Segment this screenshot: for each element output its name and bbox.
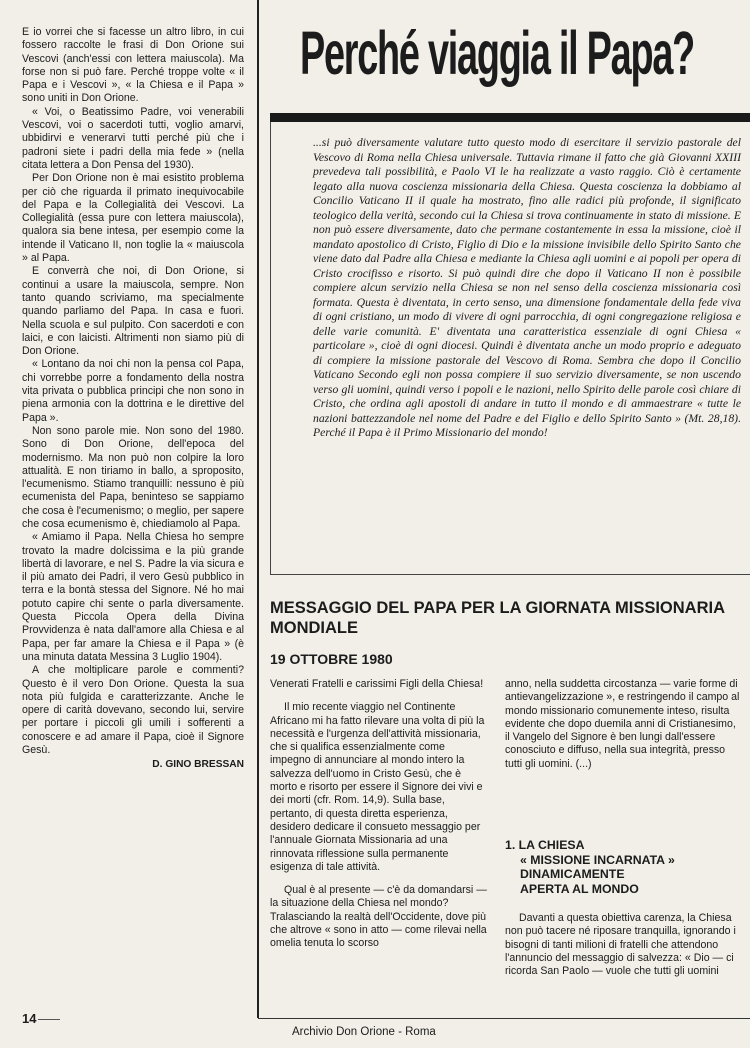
bottom-rule <box>258 1018 750 1019</box>
left-paragraph: « Amiamo il Papa. Nella Chiesa ho sempre trovato la madre dolcissima e la più grande libertà di lavorare, e nel S. Padre la via sicura e il più amato dei Padri, il vero Gesù pubblico in terra e la bontà stessa del Signore. Né ho mai potuto capire chi sente o parla diversamente. Questa Piccola Opera della Divina Provvidenza è nata dall'amore alla Chiesa e al Papa, per far amare la Chiesa e il Papa » (è una minuta datata Messina 3 Luglio 1904). <box>22 531 244 663</box>
left-paragraph: Per Don Orione non è mai esistito problema per ciò che riguarda il primato inequivocabile del Papa e la Collegialità dei Vescovi. La Collegialità (essa pure con lettera maiuscola), qualora sia bene intesa, per esempio come la intende il Vaticano II, non toglie la « maiuscola » al Papa. <box>22 172 244 265</box>
title-rule <box>270 113 750 122</box>
author-signature: D. GINO BRESSAN <box>152 759 244 771</box>
message-paragraph: Il mio recente viaggio nel Continente Africano mi ha fatto rilevare una volta di più la necessità e l'urgenza dell'attività missionaria, che si qualifica essenzialmente come impegno di annunciare al mondo intero la salvezza dell'uomo in Cristo Gesù, che è morto e risorto per essere il Signore dei vivi e dei morti (cfr. Rom. 14,9). Sulla base, pertanto, di questa diretta esperienza, desidero dedicare il consueto messaggio per l'annuale Giornata Missionaria ad una rinnovata riflessione sulla permanente esigenza di tale attività. <box>270 701 485 873</box>
left-paragraph: E converrà che noi, di Don Orione, si continui a usare la maiuscola, sempre. Non tanto quando scriviamo, ma specialmente quando parliamo del Papa. In casa e fuori. Nella scuola e sul pulpito. Con sacerdoti e con laici, e con laicisti. Altrimenti non siamo più di Don Orione. <box>22 265 244 358</box>
column-divider <box>257 0 259 1018</box>
section-heading-line: 1. LA CHIESA <box>505 838 585 852</box>
message-paragraph: anno, nella suddetta circostanza — varie forme di antievangelizzazione », e restringendo il campo al mondo missionario comunemente inteso, risulta evidente che dopo duemila anni di Cristianesimo, il Vangelo del Signore è ben lungi dall'essere conosciuto e diffuso, nella sua integrità, presso tutti gli uomini. (...) <box>505 678 740 770</box>
page-number-rule <box>38 1019 60 1020</box>
intro-paragraph: ...si può diversamente valutare tutto questo modo di esercitare il servizio pastorale del Vescovo di Roma nella Chiesa universale. Tuttavia rimane il fatto che già Giovanni XXIII prevedeva tali possibilità, e Paolo VI le ha realizzate a vasto raggio. Ciò è certamente legato alla nuova coscienza missionaria della Chiesa. Questa coscienza la dobbiamo al Concilio Vaticano II il quale ha mostrato, fino alle radici più profonde, il significato teologico della verità, secondo cui la Chiesa si trova continuamente in stato di missione. E non può essere diversamente, dato che permane costantemente in essa la missione, cioè il mandato apostolico di Cristo, Figlio di Dio e la missione invisibile dello Spirito Santo che viene dato dal Padre alla Chiesa e mediante la Chiesa agli uomini e ai popoli per opera di Cristo crocifisso e risorto. Si può quindi dire che dopo il Vaticano II non è possibile compiere alcun servizio nella Chiesa se non nel senso della coscienza missionaria così formata. Questa è diventata, in certo senso, una dimensione fondamentale della fede viva di ogni cristiano, un modo di vivere di ogni parrocchia, di ogni congregazione religiosa e delle varie comunità. E' diventata una caratteristica essenziale di ogni Chiesa « particolare », cioè di ogni diocesi. Quindi è diventata anche un modo proprio e adeguato di compiere la missione pastorale del Vescovo di Roma. Sembra che dopo il Concilio Vaticano Secondo egli non possa compiere il suo servizio diversamente, se non uscendo verso gli uomini, quindi verso i popoli e le nazioni, nello Spirito delle parole così chiare di Cristo, che ordina agli apostoli di andare in tutto il mondo e di ammaestrare « tutte le nazioni battezzandole nel nome del Padre e del Figlio e dello Spirito Santo » (Mt. 28,18). Perché il Papa è il Primo Missionario del mondo! <box>313 136 741 439</box>
left-paragraph: A che moltiplicare parole e commenti? Questo è il vero Don Orione. Questa la sua nota più fulgida e caratterizzante. Anche le opere di carità dovevano, secondo lui, servire per portare i piccoli gli umili i sofferenti a conoscere e ad amare il Papa, cioè il Signore Gesù. <box>22 664 244 757</box>
archive-footer: Archivio Don Orione - Roma <box>292 1026 436 1038</box>
section-heading-line: APERTA AL MONDO <box>520 881 639 896</box>
left-paragraph: « Voi, o Beatissimo Padre, voi venerabili Vescovi, voi o sacerdoti tutti, voglio amarvi, ubbidirvi e venerarvi tutti perché più che i padroni siete i padri della mia fede » (nella citata lettera a Don Pensa del 1930). <box>22 105 244 171</box>
message-paragraph: Davanti a questa obiettiva carenza, la Chiesa non può tacere né riposare tranquilla, ignorando i bisogni di tanti milioni di fratelli che attendono l'annuncio del messaggio di salvezza: « Dio — ci ricorda San Paolo — vuole che tutti gli uomini <box>505 912 736 978</box>
intro-text <box>313 136 741 441</box>
message-paragraph: Qual è al presente — c'è da domandarsi — la situazione della Chiesa nel mondo? Tralasciando la realtà dell'Occidente, dove più che altrove « sono in atto — come rilevai nella omelia tenuta lo scorso <box>270 884 487 950</box>
message-paragraph: Venerati Fratelli e carissimi Figli della Chiesa! <box>270 678 484 690</box>
message-column-1 <box>270 678 487 961</box>
section-heading-line: « MISSIONE INCARNATA » <box>520 852 675 867</box>
page-number: 14 <box>22 1011 37 1026</box>
left-paragraph: E io vorrei che si facesse un altro libro, in cui fossero raccolte le frasi di Don Orione sui Vescovi (anch'essi con lettera maiuscola). Ma forse non si può fare. Perché troppe volte « il Papa e i Vescovi », « la Chiesa e il Papa » sono uniti in Don Orione. <box>22 26 244 105</box>
message-date: 19 OTTOBRE 1980 <box>270 651 393 667</box>
left-column <box>22 26 244 772</box>
left-paragraph: Non sono parole mie. Non sono del 1980. Sono di Don Orione, dell'epoca del modernismo. Ma non può non colpire la loro attualità. E non tiriamo in ballo, a sproposito, l'ecumenismo. Stiamo tranquilli: nessuno è più ecumenista del Papa, beninteso se sappiamo che cosa è l'ecumenismo; o meglio, per sapere che cosa ecumenismo è, chiediamolo al Papa. <box>22 424 244 530</box>
page-title: Perché viaggia il Papa? <box>300 19 694 87</box>
section-heading <box>505 838 743 896</box>
message-column-2 <box>505 678 743 781</box>
message-column-2-continued <box>505 912 743 978</box>
section-heading-line: DINAMICAMENTE <box>520 867 625 881</box>
left-paragraph: « Lontano da noi chi non la pensa col Papa, chi vorrebbe porre a fondamento della nostra vita privata o pubblica principi che non sono in piena armonia con la dottrina e le direttive del Papa ». <box>22 358 244 424</box>
message-heading: MESSAGGIO DEL PAPA PER LA GIORNATA MISSIONARIA MONDIALE <box>270 599 725 637</box>
